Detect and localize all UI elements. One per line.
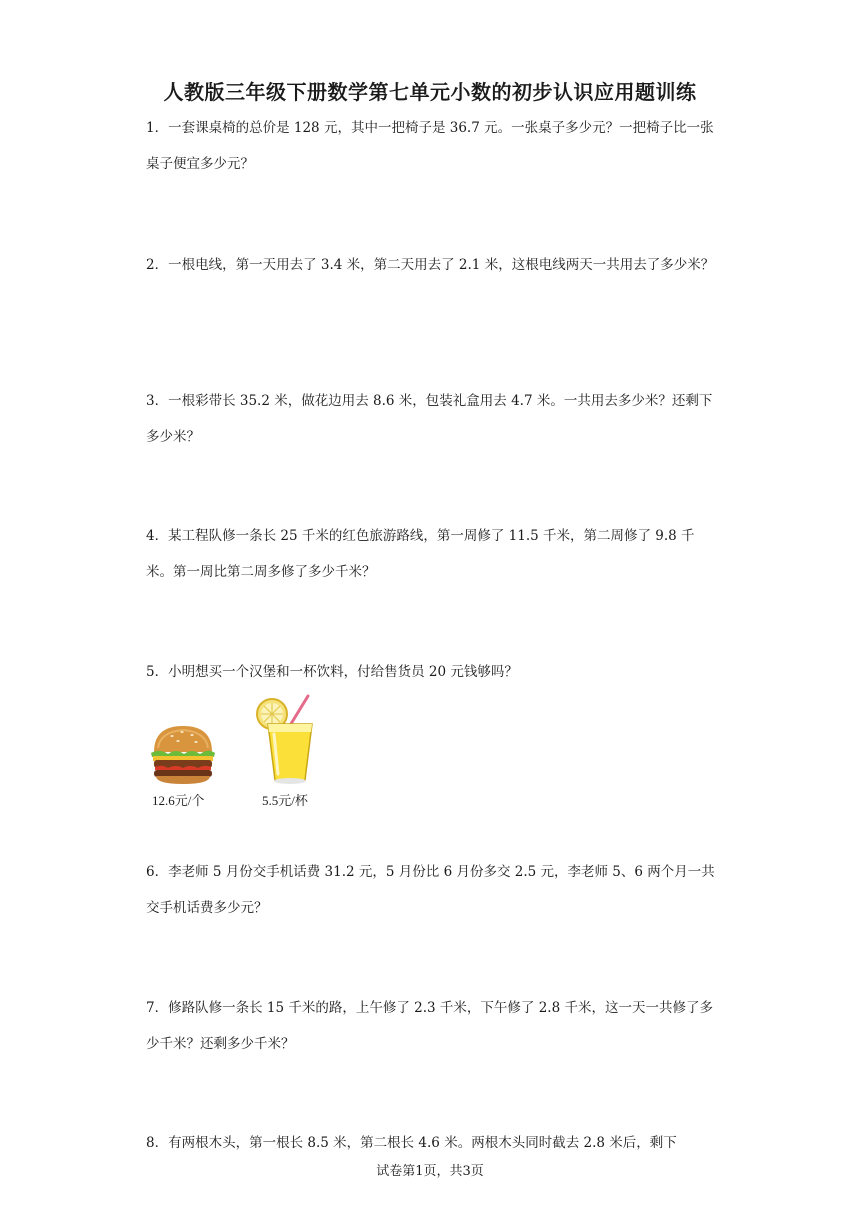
- question-3: 3．一根彩带长 35.2 米，做花边用去 8.6 米，包装礼盒用去 4.7 米。一共用去多少米？还剩下多少米？: [146, 393, 713, 445]
- question-2: 2．一根电线，第一天用去了 3.4 米，第二天用去了 2.1 米，这根电线两天一共用去了多少米？: [146, 257, 715, 273]
- question-4: 4．某工程队修一条长 25 千米的红色旅游路线，第一周修了 11.5 千米，第二周修了 9.8 千米。第一周比第二周多修了多少千米？: [146, 528, 695, 580]
- question-8: 8．有两根木头，第一根长 8.5 米，第二根长 4.6 米。两根木头同时截去 2.8 米后，剩下: [146, 1135, 677, 1151]
- question-7: 7．修路队修一条长 15 千米的路，上午修了 2.3 千米，下午修了 2.8 千米，这一天一共修了多少千米？还剩多少千米？: [146, 1000, 713, 1052]
- page-title: 人教版三年级下册数学第七单元小数的初步认识应用题训练: [163, 80, 697, 104]
- drink-price-label: 5.5元/杯: [262, 793, 308, 808]
- hamburger-icon: [148, 718, 218, 786]
- question-1: 1．一套课桌椅的总价是 128 元，其中一把椅子是 36.7 元。一张桌子多少元？一把椅子比一张桌子便宜多少元？: [146, 120, 714, 172]
- burger-price-label: 12.6元/个: [152, 793, 205, 808]
- question-6: 6．李老师 5 月份交手机话费 31.2 元，5 月份比 6 月份多交 2.5 元，李老师 5、6 两个月一共交手机话费多少元？: [146, 864, 715, 916]
- question-5: 5．小明想买一个汉堡和一杯饮料，付给售货员 20 元钱够吗？: [146, 664, 518, 680]
- juice-cup-icon: [252, 694, 324, 786]
- page-footer: 试卷第1页，共3页: [376, 1164, 484, 1179]
